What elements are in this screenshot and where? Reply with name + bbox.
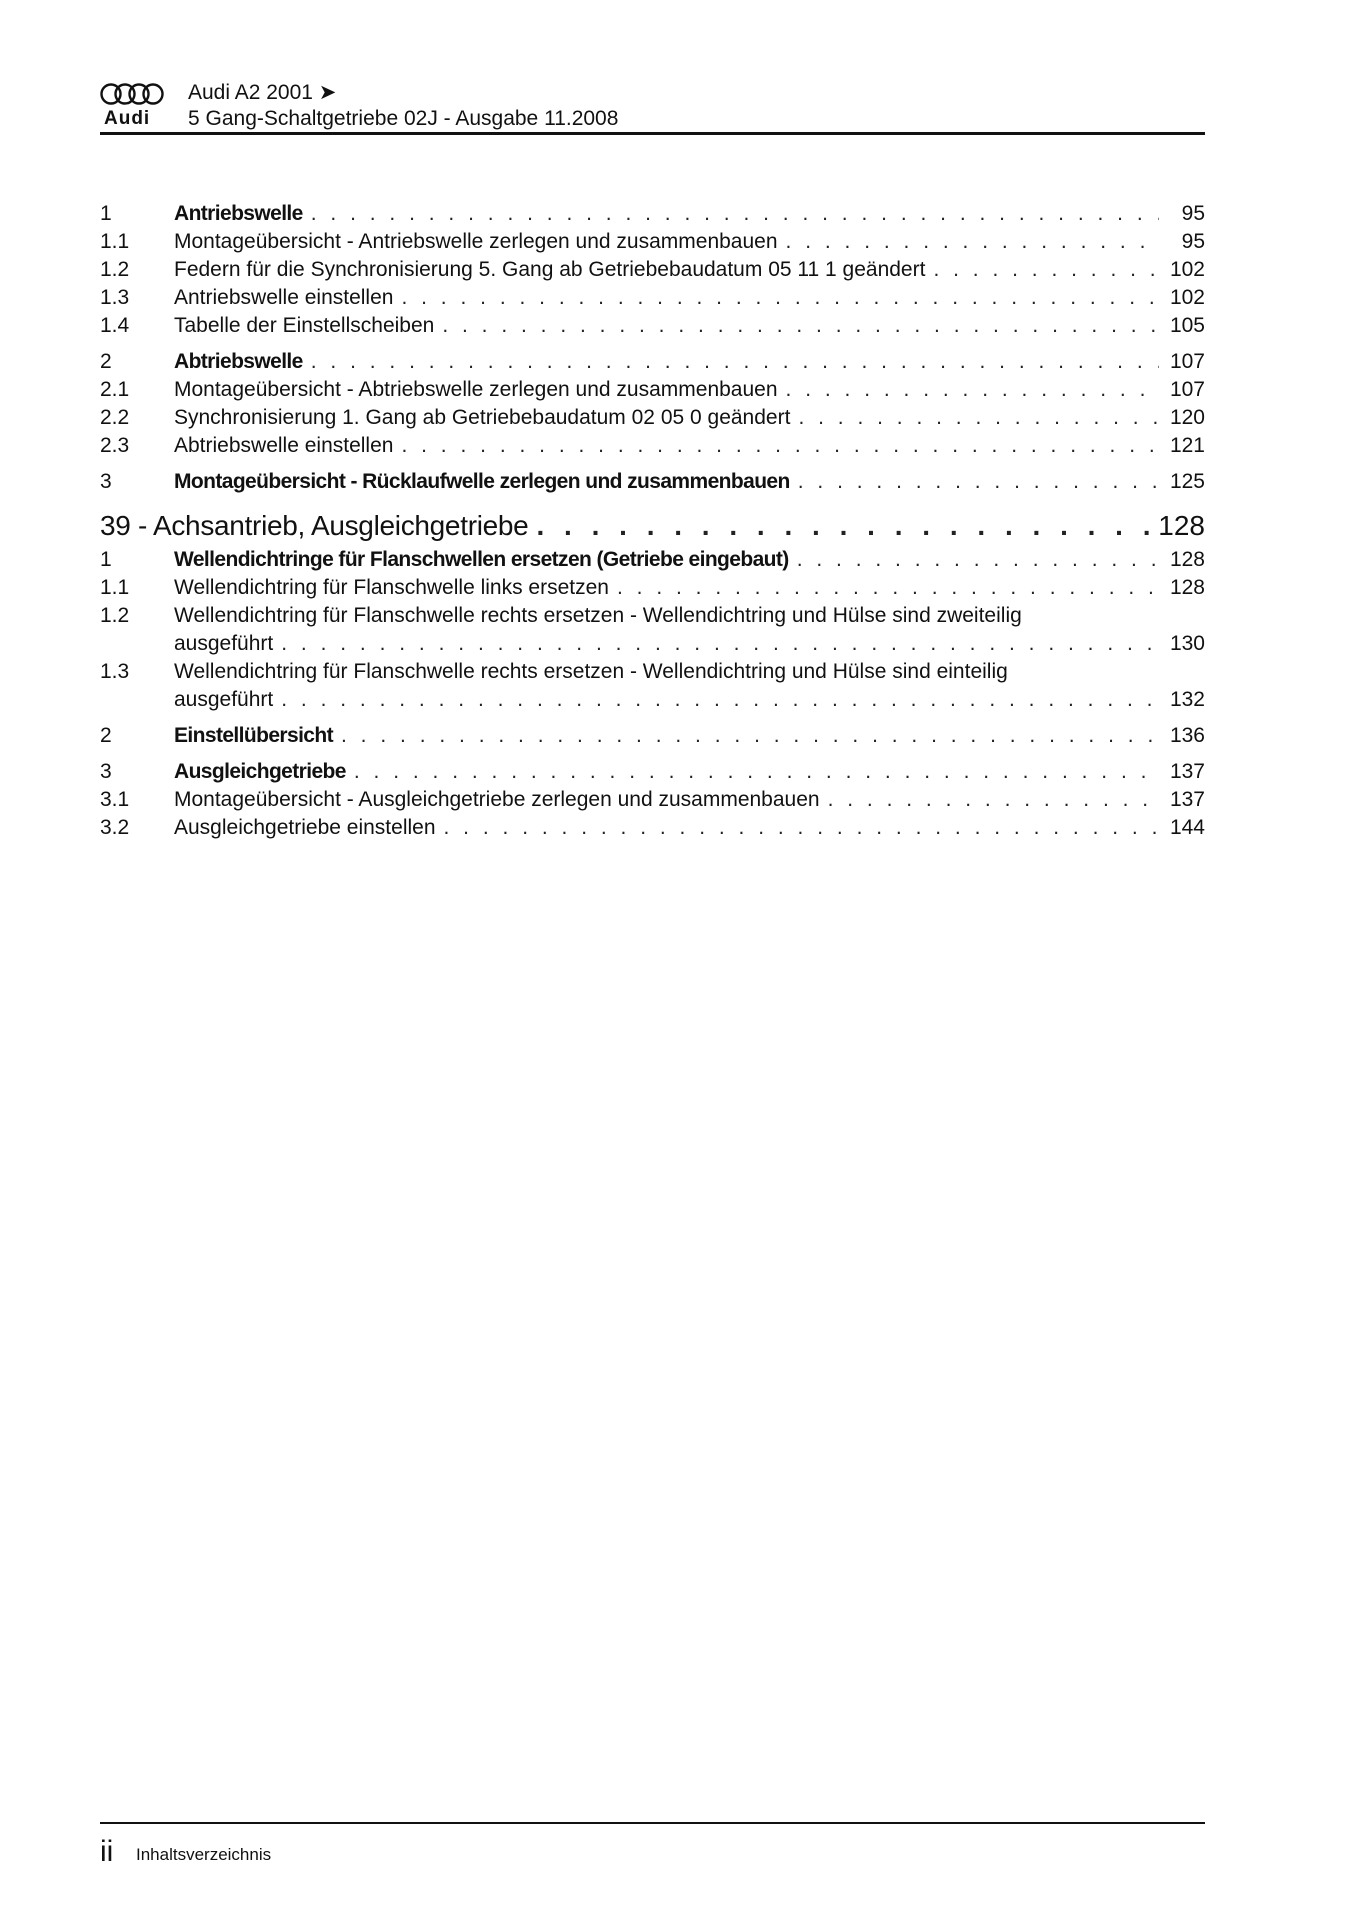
toc-leader xyxy=(341,722,1159,750)
toc-title: Federn für die Synchronisierung 5. Gang ab Getriebebaudatum 05 11 1 geändert xyxy=(174,258,926,281)
toc-page: 132 xyxy=(1169,688,1205,711)
toc-leader xyxy=(311,200,1159,228)
toc-leader xyxy=(281,630,1159,658)
toc-number: 1.1 xyxy=(100,230,130,253)
toc-leader xyxy=(354,758,1159,786)
toc-page: 102 xyxy=(1169,286,1205,309)
toc-entry[interactable] xyxy=(100,786,1205,814)
toc-number: 2.2 xyxy=(100,406,130,429)
toc-title: Abtriebswelle xyxy=(174,350,303,373)
toc-entry[interactable] xyxy=(100,228,1205,256)
toc-number: 2.1 xyxy=(100,378,130,401)
toc-leader xyxy=(281,686,1159,714)
toc-number: 2 xyxy=(100,724,112,747)
page-number: ii xyxy=(100,1835,114,1868)
toc-entry[interactable] xyxy=(100,200,1205,228)
toc-number: 3 xyxy=(100,470,112,493)
toc-page: 102 xyxy=(1169,258,1205,281)
toc-entry[interactable] xyxy=(100,546,1205,574)
document-title: Audi A2 2001 ➤ xyxy=(188,81,337,104)
toc-page: 125 xyxy=(1169,470,1205,493)
toc-number: 1 xyxy=(100,202,112,225)
toc-title: Wellendichtringe für Flanschwellen ersetzen (Getriebe eingebaut) xyxy=(174,548,789,571)
table-of-contents xyxy=(100,200,1205,842)
audi-rings-logo xyxy=(100,82,164,106)
audi-wordmark: Audi xyxy=(104,108,151,129)
toc-title: Synchronisierung 1. Gang ab Getriebebaudatum 02 05 0 geändert xyxy=(174,406,791,429)
toc-number: 1.2 xyxy=(100,258,130,281)
toc-chapter-entry[interactable] xyxy=(100,508,1205,544)
toc-leader xyxy=(617,574,1159,602)
toc-number: 1.1 xyxy=(100,576,130,599)
toc-number: 1.2 xyxy=(100,604,130,627)
toc-title: Antriebswelle einstellen xyxy=(174,286,394,309)
toc-leader xyxy=(401,284,1159,312)
document-subtitle: 5 Gang-Schaltgetriebe 02J - Ausgabe 11.2008 xyxy=(188,107,619,130)
toc-leader xyxy=(786,228,1159,256)
toc-page: 128 xyxy=(1169,576,1205,599)
toc-leader xyxy=(798,468,1159,496)
toc-entry[interactable] xyxy=(100,602,1205,658)
toc-page: 107 xyxy=(1169,378,1205,401)
toc-title-continued: ausgeführt xyxy=(174,688,274,711)
toc-number: 3 xyxy=(100,760,112,783)
toc-entry[interactable] xyxy=(100,722,1205,750)
header-rule xyxy=(100,132,1205,135)
toc-number: 1.3 xyxy=(100,660,130,683)
toc-entry[interactable] xyxy=(100,312,1205,340)
toc-title: Wellendichtring für Flanschwelle rechts ersetzen - Wellendichtring und Hülse sind zweiteilig xyxy=(174,604,1022,627)
toc-entry[interactable] xyxy=(100,758,1205,786)
toc-page: 128 xyxy=(1169,548,1205,571)
chapter-title: 39 - Achsantrieb, Ausgleichgetriebe xyxy=(100,510,529,541)
toc-page: 130 xyxy=(1169,632,1205,655)
footer-section-label: Inhaltsverzeichnis xyxy=(136,1845,272,1864)
toc-title: Montageübersicht - Abtriebswelle zerlegen und zusammenbauen xyxy=(174,378,778,401)
toc-title: Einstellübersicht xyxy=(174,724,334,747)
toc-leader xyxy=(536,508,1151,544)
toc-page: 136 xyxy=(1169,724,1205,747)
toc-number: 3.1 xyxy=(100,788,130,811)
toc-leader xyxy=(442,312,1159,340)
toc-title: Ausgleichgetriebe einstellen xyxy=(174,816,436,839)
toc-page: 105 xyxy=(1169,314,1205,337)
toc-page: 144 xyxy=(1169,816,1205,839)
page-header xyxy=(100,80,1205,135)
toc-page: 128 xyxy=(1158,510,1205,541)
toc-leader xyxy=(786,376,1159,404)
toc-entry[interactable] xyxy=(100,658,1205,714)
toc-page: 137 xyxy=(1169,760,1205,783)
toc-page: 120 xyxy=(1169,406,1205,429)
toc-number: 1 xyxy=(100,548,112,571)
toc-entry[interactable] xyxy=(100,284,1205,312)
toc-title: Tabelle der Einstellscheiben xyxy=(174,314,435,337)
toc-title: Montageübersicht - Antriebswelle zerlegen und zusammenbauen xyxy=(174,230,778,253)
toc-page: 95 xyxy=(1181,202,1205,225)
toc-entry[interactable] xyxy=(100,376,1205,404)
toc-number: 1.4 xyxy=(100,314,130,337)
toc-entry[interactable] xyxy=(100,814,1205,842)
toc-page: 107 xyxy=(1169,350,1205,373)
toc-title: Montageübersicht - Rücklaufwelle zerlegen und zusammenbauen xyxy=(174,470,790,493)
toc-entry[interactable] xyxy=(100,404,1205,432)
toc-entry[interactable] xyxy=(100,256,1205,284)
footer-rule xyxy=(100,1822,1205,1824)
toc-title: Montageübersicht - Ausgleichgetriebe zerlegen und zusammenbauen xyxy=(174,788,820,811)
toc-number: 2.3 xyxy=(100,434,130,457)
toc-title: Wellendichtring für Flanschwelle links ersetzen xyxy=(174,576,609,599)
toc-title-continued: ausgeführt xyxy=(174,632,274,655)
toc-leader xyxy=(828,786,1159,814)
toc-page: 137 xyxy=(1169,788,1205,811)
toc-title: Abtriebswelle einstellen xyxy=(174,434,394,457)
toc-page: 121 xyxy=(1169,434,1205,457)
toc-title: Antriebswelle xyxy=(174,202,303,225)
toc-title: Ausgleichgetriebe xyxy=(174,760,346,783)
toc-leader xyxy=(444,814,1159,842)
toc-number: 1.3 xyxy=(100,286,130,309)
toc-leader xyxy=(797,546,1159,574)
toc-entry[interactable] xyxy=(100,432,1205,460)
toc-number: 2 xyxy=(100,350,112,373)
toc-entry[interactable] xyxy=(100,348,1205,376)
toc-entry[interactable] xyxy=(100,574,1205,602)
toc-title: Wellendichtring für Flanschwelle rechts ersetzen - Wellendichtring und Hülse sind einteilig xyxy=(174,660,1008,683)
toc-page: 95 xyxy=(1181,230,1205,253)
toc-leader xyxy=(798,404,1159,432)
toc-leader xyxy=(401,432,1159,460)
toc-leader xyxy=(933,256,1159,284)
toc-number: 3.2 xyxy=(100,816,130,839)
toc-leader xyxy=(311,348,1159,376)
toc-entry[interactable] xyxy=(100,468,1205,496)
